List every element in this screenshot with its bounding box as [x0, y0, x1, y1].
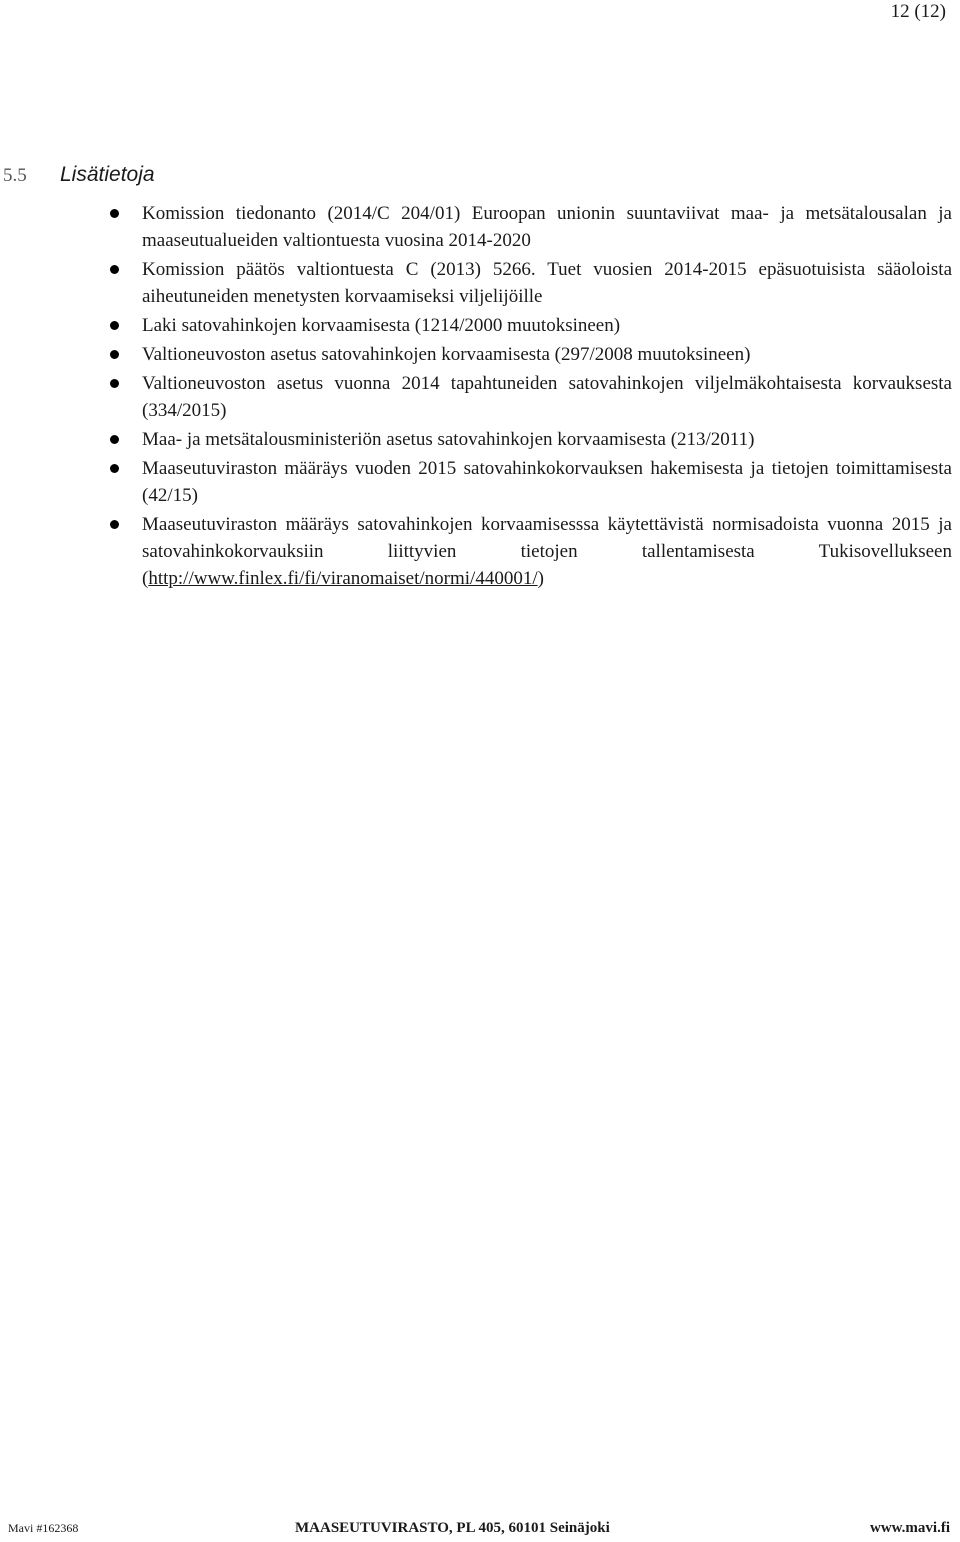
footer-website[interactable]: www.mavi.fi [870, 1520, 950, 1536]
list-item [110, 256, 952, 310]
list-item [110, 200, 952, 254]
section-title: Lisätietoja [60, 163, 155, 186]
list-item [110, 426, 952, 453]
finlex-link[interactable]: http://www.finlex.fi/fi/viranomaiset/normi/440001/ [148, 568, 538, 589]
reference-suffix: ) [537, 568, 544, 589]
footer-doc-id: Mavi #162368 [8, 1521, 79, 1535]
reference-text: Maaseutuviraston määräys vuoden 2015 satovahinkokorvauksen hakemisesta ja tietojen toimittamisesta (42/15) [142, 458, 952, 506]
footer-address: MAASEUTUVIRASTO, PL 405, 60101 Seinäjoki [295, 1520, 610, 1536]
list-item [110, 455, 952, 509]
bullet-icon [110, 464, 119, 473]
list-item [110, 312, 952, 339]
bullet-icon [110, 379, 119, 388]
bullet-icon [110, 520, 119, 529]
section-number: 5.5 [3, 165, 27, 186]
bullet-icon [110, 350, 119, 359]
reference-text: Laki satovahinkojen korvaamisesta (1214/2000 muutoksineen) [142, 315, 621, 336]
reference-text: Valtioneuvoston asetus vuonna 2014 tapahtuneiden satovahinkojen viljelmäkohtaisesta korvauksesta (334/2015) [142, 373, 952, 421]
reference-text: Komission tiedonanto (2014/C 204/01) Euroopan unionin suuntaviivat maa- ja metsätalousalan ja maaseutualueiden valtiontuesta vuosina 2014-2020 [142, 203, 952, 251]
bullet-icon [110, 321, 119, 330]
reference-text: Komission päätös valtiontuesta C (2013) 5266. Tuet vuosien 2014-2015 epäsuotuisista sääoloista aiheutuneiden menetysten korvaamiseksi viljelijöille [142, 259, 952, 307]
reference-text: Valtioneuvoston asetus satovahinkojen korvaamisesta (297/2008 muutoksineen) [142, 344, 751, 365]
page-number: 12 (12) [890, 1, 946, 22]
footer [8, 1520, 950, 1540]
list-item [110, 370, 952, 424]
list-item [110, 511, 952, 592]
list-item [110, 341, 952, 368]
bullet-icon [110, 209, 119, 218]
reference-text: Maa- ja metsätalousministeriön asetus satovahinkojen korvaamisesta (213/2011) [142, 429, 755, 450]
bullet-icon [110, 435, 119, 444]
reference-list [110, 200, 952, 594]
bullet-icon [110, 265, 119, 274]
reference-text: Maaseutuviraston määräys satovahinkojen korvaamisesssa käytettävistä normisadoista vuonna 2015 ja satovahinkokorvauksiin liittyvien tietojen tallentamisesta Tukisovellukseen ( [142, 514, 952, 589]
section-heading [3, 163, 155, 187]
